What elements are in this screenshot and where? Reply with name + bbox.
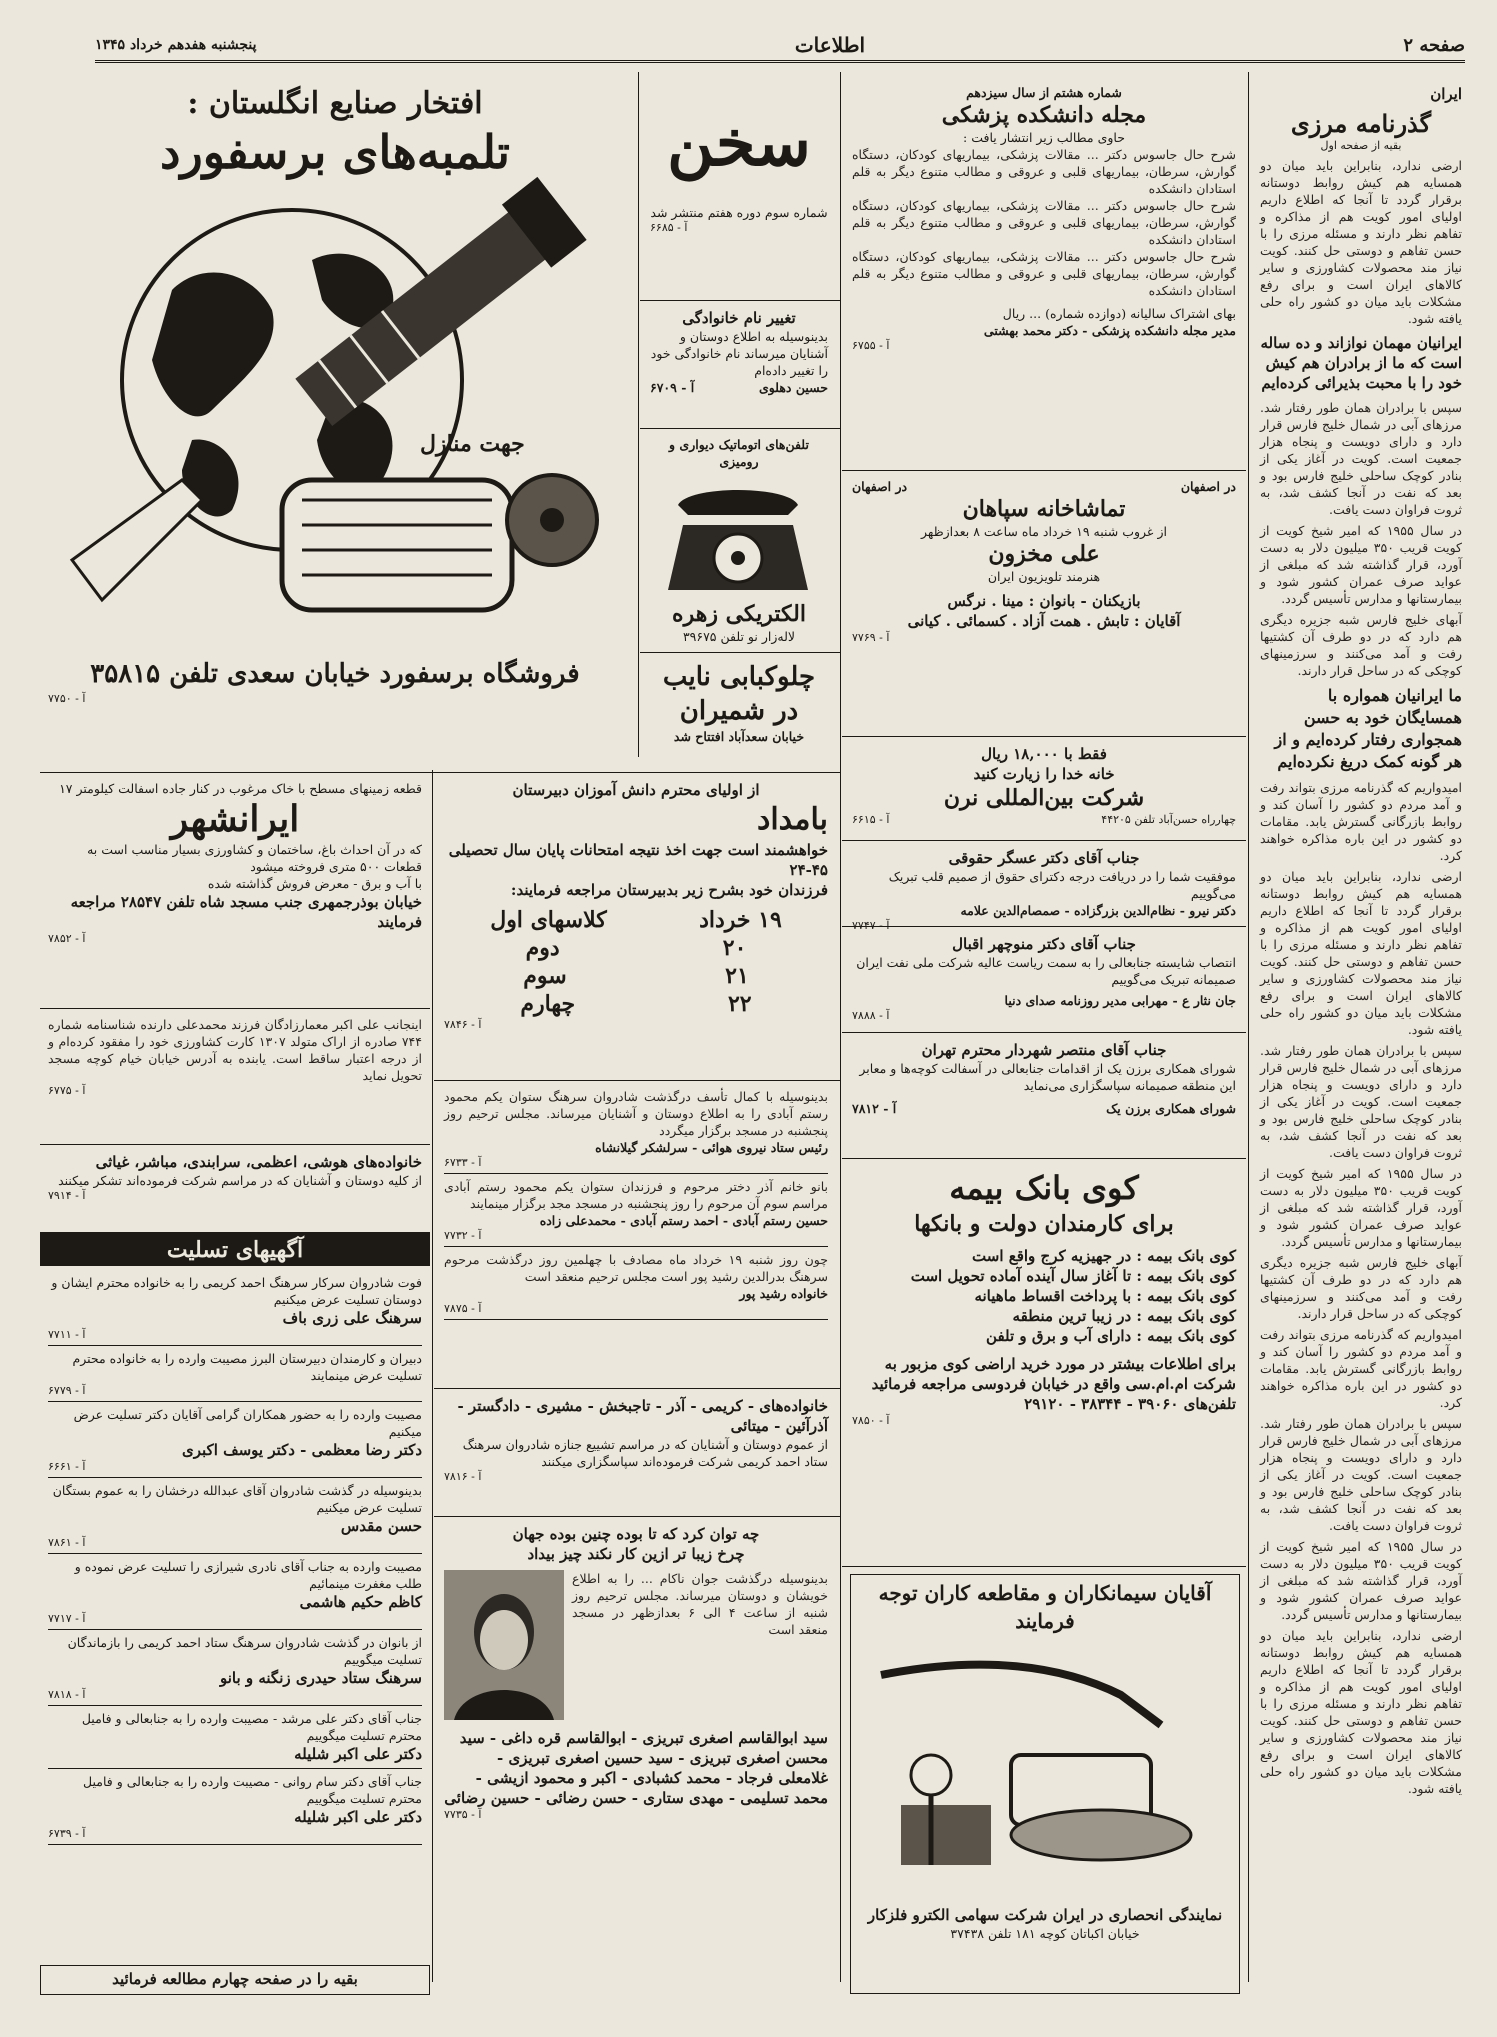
- ad-code: آ - ۶۷۷۹: [48, 1384, 86, 1397]
- article-body: سپس با برادران همان طور رفتار شد. مرزهای آبی در شمال خلیج فارس قرار دارد و دارای دویست و پنجاه هزار جمعیت است. کویت در آغاز یکی از بنادر کوچک ساحلی خلیج فارس بود و بعد که نفت در آنجا کشف شد، به ثروت فراوان دست یافت.: [1260, 400, 1462, 517]
- notice-sign: دکتر رضا معظمی - دکتر یوسف اکبری: [182, 1441, 422, 1459]
- land-sale-ad: [40, 776, 430, 1006]
- journal-body: شرح حال جاسوس دکتر ... مقالات پزشکی، بیماریهای کودکان، دستگاه گوارش، سرطان، بیماریهای قلبی و عروقی و مطالب متنوع دیگر به قلم استادان دانشکده: [852, 249, 1236, 298]
- land-sub: با آب و برق - معرض فروش گذاشته شده: [207, 876, 422, 891]
- notice-sign: خانواده رشید پور: [739, 1286, 828, 1301]
- divider: [842, 1158, 1246, 1159]
- date-line: پنجشنبه هفدهم خرداد ۱۳۴۵: [95, 37, 257, 53]
- school-row-date: ۲۰: [722, 935, 747, 961]
- divider: [640, 652, 840, 653]
- ad-code: آ - ۷۸۵۲: [48, 932, 86, 945]
- ad-code: آ - ۷۹۱۴: [48, 1189, 86, 1202]
- article-body: ارضی ندارد، بنابراین باید میان دو همسایه هم کیش روابط دوستانه برقرار گردد تا آنجا که اطلاع داریم اولیای امور کویت هم از مذاکره و تفاهم نظر دارند و مسئله مرزی را با حسن تفاهم و دوستی حل کنند. کویت نیاز مند محصولات کشاورزی و سایر کالاهای ایران است و برای رفع مشکلات باید میان دو کشور راه حلی یافته شود.: [1260, 869, 1462, 1037]
- poem-line: چرخ زیبا تر ازین کار نکند چیز بیداد: [527, 1545, 745, 1563]
- phone-ad-line: تلفن‌های اتوماتیک دیواری و رومیزی: [669, 437, 809, 469]
- notice-sign: حسن مقدس: [340, 1517, 422, 1535]
- military-notice: [444, 1084, 828, 1174]
- column-rule: [840, 72, 841, 1982]
- school-row-class: چهارم: [520, 991, 576, 1017]
- kabab-ad: [642, 656, 836, 766]
- notice-body: مصیبت وارده را به حضور همکاران گرامی آقایان دکتر تسلیت عرض میکنیم: [73, 1407, 422, 1439]
- journal-price: بهای اشتراک سالیانه (دوازده شماره) ... ریال: [1002, 306, 1236, 321]
- school-row-class: کلاسهای اول: [490, 907, 607, 933]
- telephone-illustration: [648, 470, 828, 600]
- divider: [842, 926, 1246, 927]
- notice-body: از کلیه دوستان و آشنایان که در مراسم شرکت فرموده‌اند تشکر میکنند: [58, 1173, 422, 1188]
- military-notice: [444, 1174, 828, 1247]
- notice-body: جناب آقای دکتر سام روانی - مصیبت وارده را به جنابعالی و فامیل محترم تسلیت میگوییم: [83, 1774, 422, 1806]
- condolence-item: [48, 1554, 422, 1630]
- theatre-city: در اصفهان: [852, 479, 908, 494]
- condolence-list: [40, 1270, 430, 1960]
- divider: [40, 772, 840, 773]
- cement-ad: [850, 1574, 1240, 1994]
- article-body: در سال ۱۹۵۵ که امیر شیخ کویت از کویت قریب ۳۵۰ میلیون دلار به دست آورد، قرار گذاشته شد که مبلغی از عواید صرف عمران کشور شود و بیمارستانها و مدارس تأسیس گردد.: [1260, 1166, 1462, 1249]
- congrats-notice: [844, 930, 1244, 1030]
- ad-code: آ - ۶۷۳۹: [48, 1827, 86, 1840]
- theatre-star-sub: هنرمند تلویزیون ایران: [987, 569, 1101, 584]
- school-notice: [436, 776, 836, 1076]
- journal-ad: [844, 80, 1244, 455]
- divider: [842, 1566, 1246, 1567]
- pump-illustration: [52, 180, 622, 650]
- bank-item: کوی بانک بیمه : در زیبا ترین منطقه: [1012, 1307, 1236, 1325]
- land-address: خیابان بوذرجمهری جنب مسجد شاه تلفن ۲۸۵۴۷ مراجعه فرمایند: [70, 893, 422, 931]
- paper-name: اطلاعات: [794, 33, 866, 57]
- school-row: [444, 906, 828, 934]
- journal-body: شرح حال جاسوس دکتر ... مقالات پزشکی، بیماریهای کودکان، دستگاه گوارش، سرطان، بیماریهای قلبی و عروقی و مطالب متنوع دیگر به قلم استادان دانشکده: [852, 147, 1236, 196]
- notice-sign: دکتر علی اکبر شلیله: [294, 1808, 422, 1826]
- notice-body: موفقیت شما را در دریافت درجه دکترای حقوق از صمیم قلب تبریک می‌گوییم: [888, 869, 1236, 901]
- bank-item: کوی بانک بیمه : دارای آب و برق و تلفن: [986, 1327, 1236, 1345]
- continued-footer: [40, 1965, 430, 1995]
- school-row-date: ۱۹ خرداد: [699, 907, 782, 933]
- bank-housing-ad: [844, 1162, 1244, 1562]
- section-label: ایران: [1430, 85, 1462, 103]
- condolence-header: [40, 1232, 430, 1266]
- ad-code: آ - ۷۸۵۰: [852, 1414, 890, 1427]
- school-line: فرزندان خود بشرح زیر بدبیرستان مراجعه فرمایند:: [510, 881, 828, 899]
- notice-body: از بانوان در گذشت شادروان سرهنگ ستاد احمد کریمی را بازماندگان تسلیت میگوییم: [67, 1635, 422, 1667]
- prize-line: خانه خدا را زیارت کنید: [973, 765, 1115, 783]
- notice-sign: سرهنگ ستاد حیدری زنگنه و بانو: [219, 1669, 422, 1687]
- family-thanks: [40, 1148, 430, 1228]
- article-body: در سال ۱۹۵۵ که امیر شیخ کویت از کویت قریب ۳۵۰ میلیون دلار به دست آورد، قرار گذاشته شد که مبلغی از عواید صرف عمران کشور شود و بیمارستانها و مدارس تأسیس گردد.: [1260, 523, 1462, 606]
- ad-code: آ - ۶۷۰۹: [650, 380, 695, 395]
- notice-sign: شورای همکاری برزن یک: [1106, 1101, 1236, 1116]
- notice-body: بدینوسیله با کمال تأسف درگذشت شادروان سرهنگ ستوان یکم محمود رستم آبادی را به اطلاع دوستان و آشنایان میرساند. مجلس ترحیم روز پنجشنبه در مسجد برگزار میگردد: [444, 1089, 828, 1138]
- congrats-notice: [844, 844, 1244, 932]
- company-name: شرکت بین‌المللی نرن: [943, 785, 1145, 811]
- bursford-brand: تلمبه‌های برسفورد: [160, 125, 510, 179]
- condolence-item: [48, 1346, 422, 1402]
- portrait-photo: [444, 1570, 564, 1720]
- notice-body: مصیبت وارده به جناب آقای نادری شیرازی را تسلیت عرض نموده و طلب مغفرت مینمائیم: [74, 1559, 422, 1591]
- notice-body: شورای همکاری برزن یک از اقدامات جنابعالی در آسفالت کوچه‌ها و معابر این منطقه صمیمانه سپاسگزاری می‌نماید: [859, 1061, 1236, 1093]
- phone-shop-address: لاله‌زار نو تلفن ۳۹۶۷۵: [682, 629, 796, 644]
- military-notices: [436, 1084, 836, 1384]
- notice-body: از عموم دوستان و آشنایان که در مراسم تشییع جنازه شادروان سرهنگ ستاد احمد کریمی شرکت فرموده‌اند سپاسگزاری میکنند: [462, 1437, 828, 1469]
- page-number: صفحه ۲: [1403, 34, 1465, 56]
- telephone-ad: [642, 432, 836, 647]
- bank-items: [852, 1246, 1236, 1346]
- school-schedule: [444, 906, 828, 1018]
- journal-footer: مدیر مجله دانشکده پزشکی - دکتر محمد بهشتی: [983, 323, 1236, 338]
- school-row-class: دوم: [525, 935, 560, 961]
- column-rule: [638, 72, 639, 757]
- sokhan-sub: شماره سوم دوره هفتم منتشر شد: [650, 205, 828, 220]
- notice-body: بدینوسیله به اطلاع دوستان و آشنایان میرساند نام خانوادگی خود را تغییر داده‌ام: [650, 329, 828, 378]
- notice-sign: دکتر نیرو - نظام‌الدین بزرگزاده - صمصام‌الدین علامه: [960, 903, 1236, 918]
- school-row: [444, 990, 828, 1018]
- divider: [842, 470, 1246, 471]
- notice-sign: دکتر علی اکبر شلیله: [294, 1745, 422, 1763]
- journal-body: شرح حال جاسوس دکتر ... مقالات پزشکی، بیماریهای کودکان، دستگاه گوارش، سرطان، بیماریهای قلبی و عروقی و مطالب متنوع دیگر به قلم استادان دانشکده: [852, 198, 1236, 247]
- article-body: آبهای خلیج فارس شبه جزیره دیگری هم دارد که در دو طرف آن کشتیها رفت و آمد می‌کنند و سرزمینهای کوچکی که در ساحل قرار دارند.: [1260, 1255, 1462, 1321]
- page-header: [95, 30, 1465, 63]
- notice-title: تغییر نام خانوادگی: [682, 309, 796, 327]
- notice-title: جناب آقای دکتر عسگر حقوقی: [948, 849, 1140, 867]
- land-title: ایرانشهر: [170, 798, 300, 840]
- bank-title: کوی بانک بیمه: [949, 1169, 1139, 1207]
- cement-ad-title: آقایان سیمانکاران و مقاطعه کاران توجه فرمایند: [878, 1581, 1212, 1633]
- notice-sign: جان نثار ع - مهرابی مدیر روزنامه صدای دنیا: [1004, 993, 1236, 1008]
- divider: [40, 1144, 430, 1145]
- kabab-line: خیابان سعدآباد افتتاح شد: [673, 729, 805, 744]
- thanks-notice: [844, 1036, 1244, 1156]
- school-row: [444, 934, 828, 962]
- ad-code: آ - ۶۷۷۵: [48, 1084, 86, 1097]
- article-emphasis: ما ایرانیان همواره با همسایگان خود به حسن همجواری رفتار کرده‌ایم و از هر گونه کمک دریغ نکرده‌ایم: [1274, 686, 1462, 771]
- notice-sign: حسین دهلوی: [758, 380, 828, 395]
- notice-body: جناب آقای دکتر علی مرشد - مصیبت وارده را به جنابعالی و فامیل محترم تسلیت میگوییم: [81, 1711, 422, 1743]
- school-row: [444, 962, 828, 990]
- ad-code: آ - ۶۶۱۵: [852, 813, 890, 826]
- ad-code: آ - ۷۷۶۹: [852, 631, 890, 644]
- article-body: آبهای خلیج فارس شبه جزیره دیگری هم دارد که در دو طرف آن کشتیها رفت و آمد می‌کنند و سرزمینهای کوچکی که در ساحل قرار دارند.: [1260, 612, 1462, 678]
- notice-body: فوت شادروان سرکار سرهنگ احمد کریمی را به خانواده محترم ایشان و دوستان تسلیت عرض میکنیم: [51, 1275, 422, 1307]
- column-rule: [1248, 72, 1249, 1982]
- cement-ad-address: خیابان اکباتان کوچه ۱۸۱ تلفن ۳۷۴۳۸: [950, 1926, 1140, 1941]
- continued-label: بقیه از صفحه اول: [1320, 139, 1402, 152]
- notice-sign: سرهنگ علی زری باف: [282, 1309, 422, 1327]
- theatre-star: علی مخزون: [988, 541, 1100, 567]
- ad-code: آ - ۷۷۱۷: [48, 1612, 86, 1625]
- column-rule: [432, 770, 433, 1982]
- divider: [434, 1388, 840, 1389]
- land-body: که در آن احداث باغ، ساختمان و کشاورزی بسیار مناسب است به قطعات ۵۰۰ متری فروخته میشود: [87, 842, 422, 874]
- bursford-pump-ad: [40, 80, 630, 770]
- ad-code: آ - ۷۸۸۸: [852, 1009, 890, 1022]
- mixer-illustration: [861, 1635, 1231, 1905]
- divider: [842, 1032, 1246, 1033]
- article-body: امیدواریم که گذرنامه مرزی بتواند رفت و آمد مردم دو کشور را آسان کند و روابط بازرگانی گسترش یابد. مقامات دو کشور در این باره مذاکره خواهند کرد.: [1260, 780, 1462, 863]
- phone-shop-name: الکتریکی زهره: [672, 601, 806, 627]
- bursford-shop: فروشگاه برسفورد خیابان سعدی تلفن ۳۵۸۱۵: [90, 659, 580, 689]
- ad-code: آ - ۶۷۳۳: [444, 1156, 482, 1169]
- ad-code: آ - ۶۶۶۱: [48, 1460, 86, 1473]
- school-row-date: ۲۱: [725, 963, 749, 989]
- military-notice: [444, 1247, 828, 1320]
- prize-line: فقط با ۱۸,۰۰۰ ریال: [981, 745, 1107, 763]
- ad-code: آ - ۷۸۴۶: [444, 1018, 482, 1031]
- kabab-line: چلوکبابی نایب: [662, 662, 816, 692]
- divider: [434, 1080, 840, 1081]
- ad-code: آ - ۷۷۴۷: [852, 919, 890, 932]
- notice-body: دبیران و کارمندان دبیرستان البرز مصیبت وارده را به خانواده محترم تسلیت عرض مینمایند: [72, 1351, 422, 1383]
- notice-title: جناب آقای دکتر منوچهر اقبال: [952, 935, 1136, 953]
- pilgrimage-ad: [844, 740, 1244, 836]
- notice-body: بانو خانم آذر دختر مرحوم و فرزندان ستوان یکم محمود رستم آبادی مراسم سوم آن مرحوم را روز پنجشنبه در مسجد مجد برگزار مینمایند: [444, 1179, 828, 1211]
- journal-issue: شماره هشتم از سال سیزدهم: [966, 85, 1122, 100]
- divider: [40, 1008, 430, 1009]
- theatre-cast: آقایان : تابش . همت آزاد . کسمائی . کیانی: [907, 612, 1181, 630]
- theatre-city: در اصفهان: [1180, 479, 1236, 494]
- article-body: ارضی ندارد، بنابراین باید میان دو همسایه هم کیش روابط دوستانه برقرار گردد تا آنجا که اطلاع داریم اولیای امور کویت هم از مذاکره و تفاهم نظر دارند و مسئله مرزی را با حسن تفاهم و دوستی حل کنند. کویت نیاز مند محصولات کشاورزی و سایر کالاهای ایران است و برای رفع مشکلات باید میان دو کشور راه حلی یافته شود.: [1260, 1628, 1462, 1796]
- journal-sub: حاوی مطالب زیر انتشار یافت :: [963, 130, 1125, 145]
- notice-body: چون روز شنبه ۱۹ خرداد ماه مصادف با چهلمین روز درگذشت مرحوم سرهنگ بدرالدین رشید پور است مجلس ترحیم منعقد است: [444, 1252, 828, 1284]
- company-address: چهارراه حسن‌آباد تلفن ۴۴۲۰۵: [1101, 813, 1236, 826]
- condolence-item: [48, 1402, 422, 1478]
- ad-code: آ - ۷۷۳۵: [444, 1808, 482, 1821]
- sokhan-title: سخن: [667, 106, 811, 181]
- divider: [842, 736, 1246, 737]
- article-headline: گذرنامه مرزی: [1290, 109, 1432, 138]
- theatre-ad: [844, 474, 1244, 732]
- kabab-line: در شمیران: [679, 696, 799, 726]
- school-row-class: سوم: [523, 963, 567, 989]
- memorial-names: سید ابوالقاسم اصغری تبریزی - ابوالقاسم قره داغی - سید محسن اصغری تبریزی - سید حسین اصغری تبریزی - غلامعلی فرجاد - محمد کشبادی - اکبر و محمود ازیشی - محمد تسلیمی - مهدی ستاری - حسن رضائی - حسین رضائی: [444, 1729, 828, 1807]
- name-change-notice: [642, 304, 836, 424]
- notice-body: اینجانب علی اکبر معمارزادگان فرزند محمدعلی دارنده شناسنامه شماره ۷۴۴ صادره از اراک متولد ۱۳۰۷ کارت کشاورزی خود را مفقود کرده‌ام و از درجه اعتبار ساقط است. یابنده به آدرس خیابان خیام کوچه مسجد تحویل نماید: [48, 1017, 422, 1083]
- ad-code: آ - ۷۷۳۲: [444, 1229, 482, 1242]
- ad-code: آ - ۶۷۵۵: [852, 339, 890, 352]
- poem-line: چه توان کرد که تا بوده چنین بوده جهان: [512, 1525, 760, 1543]
- divider: [640, 300, 840, 301]
- article-body: ارضی ندارد، بنابراین باید میان دو همسایه هم کیش روابط دوستانه برقرار گردد تا آنجا که اطلاع داریم اولیای امور کویت هم از مذاکره و تفاهم نظر دارند و مسئله مرزی را با حسن تفاهم و دوستی حل کنند. کویت نیاز مند محصولات کشاورزی و سایر کالاهای ایران است و برای رفع مشکلات باید میان دو کشور راه حلی یافته شود.: [1260, 158, 1462, 326]
- school-name: بامداد: [756, 802, 828, 837]
- bank-item: کوی بانک بیمه : در جهیزیه کرج واقع است: [972, 1247, 1236, 1265]
- journal-title: مجله دانشکده پزشکی: [941, 102, 1147, 128]
- ad-code: آ - ۷۸۱۶: [444, 1470, 482, 1483]
- article-body: امیدواریم که گذرنامه مرزی بتواند رفت و آمد مردم دو کشور را آسان کند و روابط بازرگانی گسترش یابد. مقامات دو کشور در این باره مذاکره خواهند کرد.: [1260, 1327, 1462, 1410]
- article-emphasis: ایرانیان مهمان نوازاند و ده ساله است که ما از برادران هم کیش خود را با محبت بذیرائی کرده‌ایم: [1260, 334, 1462, 392]
- bank-item: کوی بانک بیمه : با پرداخت اقساط ماهیانه: [974, 1287, 1236, 1305]
- condolence-item: [48, 1630, 422, 1706]
- condolence-item: [48, 1706, 422, 1769]
- notice-sign: رئیس ستاد نیروی هوائی - سرلشکر گیلانشاه: [595, 1140, 828, 1155]
- article-body: در سال ۱۹۵۵ که امیر شیخ کویت از کویت قریب ۳۵۰ میلیون دلار به دست آورد، قرار گذاشته شد که مبلغی از عواید صرف عمران کشور شود و بیمارستانها و مدارس تأسیس گردد.: [1260, 1539, 1462, 1622]
- condolence-item: [48, 1769, 422, 1845]
- notice-sign: حسین رستم آبادی - احمد رستم آبادی - محمدعلی زاده: [539, 1213, 828, 1228]
- families-thanks: [436, 1392, 836, 1512]
- ad-code: آ - ۷۷۱۱: [48, 1328, 86, 1341]
- theatre-cast: بازیکنان - بانوان : مینا . نرگس: [947, 592, 1141, 610]
- right-column: [1252, 80, 1470, 1980]
- ad-code: آ - ۷۷۵۰: [48, 692, 86, 705]
- divider: [640, 428, 840, 429]
- ad-code: آ - ۷۸۷۵: [444, 1302, 482, 1315]
- article-body: سپس با برادران همان طور رفتار شد. مرزهای آبی در شمال خلیج فارس قرار دارد و دارای دویست و پنجاه هزار جمعیت است. کویت در آغاز یکی از بنادر کوچک ساحلی خلیج فارس بود و بعد که نفت در آنجا کشف شد، به ثروت فراوان دست یافت.: [1260, 1043, 1462, 1160]
- condolence-title: آگهیهای تسلیت: [166, 1237, 304, 1263]
- notice-title: جناب آقای منتصر شهردار محترم تهران: [921, 1041, 1167, 1059]
- ad-code: آ - ۷۸۱۲: [852, 1101, 897, 1116]
- article-body: سپس با برادران همان طور رفتار شد. مرزهای آبی در شمال خلیج فارس قرار دارد و دارای دویست و پنجاه هزار جمعیت است. کویت در آغاز یکی از بنادر کوچک ساحلی خلیج فارس بود و بعد که نفت در آنجا کشف شد، به ثروت فراوان دست یافت.: [1260, 1416, 1462, 1533]
- ad-code: آ - ۷۸۶۱: [48, 1536, 86, 1549]
- condolence-item: [48, 1270, 422, 1346]
- notice-title: خانواده‌های - کریمی - آذر - تاجبخش - مشیری - دادگستر - آذرآئین - میتائی: [457, 1397, 828, 1435]
- footer-text: بقیه را در صفحه چهارم مطالعه فرمائید: [112, 1970, 358, 1988]
- bursford-top: افتخار صنایع انگلستان :: [187, 86, 483, 121]
- notice-body: انتصاب شایسته جنابعالی را به سمت ریاست عالیه شرکت ملی نفت ایران صمیمانه تبریک می‌گوییم: [856, 955, 1236, 987]
- bank-subtitle: برای کارمندان دولت و بانکها: [914, 1211, 1174, 1237]
- theatre-title: تماشاخانه سپاهان: [962, 496, 1126, 522]
- notice-title: خانواده‌های هوشی، اعظمی، سرابندی، مباشر، غیاثی: [95, 1153, 422, 1171]
- memorial-notice: [436, 1520, 836, 1990]
- theatre-schedule: از غروب شنبه ۱۹ خرداد ماه ساعت ۸ بعدازظهر: [921, 524, 1167, 539]
- school-line: خواهشمند است جهت اخذ نتیجه امتحانات پایان سال تحصیلی ۴۵-۲۴: [448, 841, 828, 879]
- cement-ad-body: نمایندگی انحصاری در ایران شرکت سهامی الکترو فلزکار: [867, 1906, 1223, 1924]
- condolence-item: [48, 1478, 422, 1554]
- lost-card-notice: [40, 1012, 430, 1142]
- ad-code: آ - ۷۸۱۸: [48, 1688, 86, 1701]
- sokhan-ad: [642, 80, 836, 295]
- land-top: قطعه زمینهای مسطح با خاک مرغوب در کنار جاده اسفالت کیلومتر ۱۷: [59, 781, 422, 796]
- school-row-date: ۲۲: [727, 991, 752, 1017]
- notice-sign: کاظم حکیم هاشمی: [299, 1593, 422, 1611]
- bank-info: برای اطلاعات بیشتر در مورد خرید اراضی کوی مزبور به شرکت ام.ام.سی واقع در خیابان فردوسی مراجعه فرمائید: [871, 1355, 1236, 1393]
- bursford-tag: جهت منازل: [420, 431, 525, 457]
- divider: [842, 840, 1246, 841]
- ad-code: آ - ۶۶۸۵: [650, 221, 688, 234]
- divider: [434, 1516, 840, 1517]
- notice-body: بدینوسیله درگذشت جوان ناکام ... را به اطلاع خویشان و دوستان میرساند. مجلس ترحیم روز شنبه از ساعت ۴ الی ۶ بعدازظهر در مسجد منعقد است: [572, 1571, 829, 1637]
- bank-phones: تلفن‌های ۳۹۰۶۰ - ۳۸۳۴۴ - ۲۹۱۲۰: [1024, 1395, 1236, 1413]
- notice-body: بدینوسیله در گذشت شادروان آقای عبدالله درخشان را به عموم بستگان تسلیت عرض میکنیم: [52, 1483, 422, 1515]
- bank-item: کوی بانک بیمه : تا آغاز سال آینده آماده تحویل است: [910, 1267, 1236, 1285]
- school-top: از اولیای محترم دانش آموزان دبیرستان: [512, 781, 760, 799]
